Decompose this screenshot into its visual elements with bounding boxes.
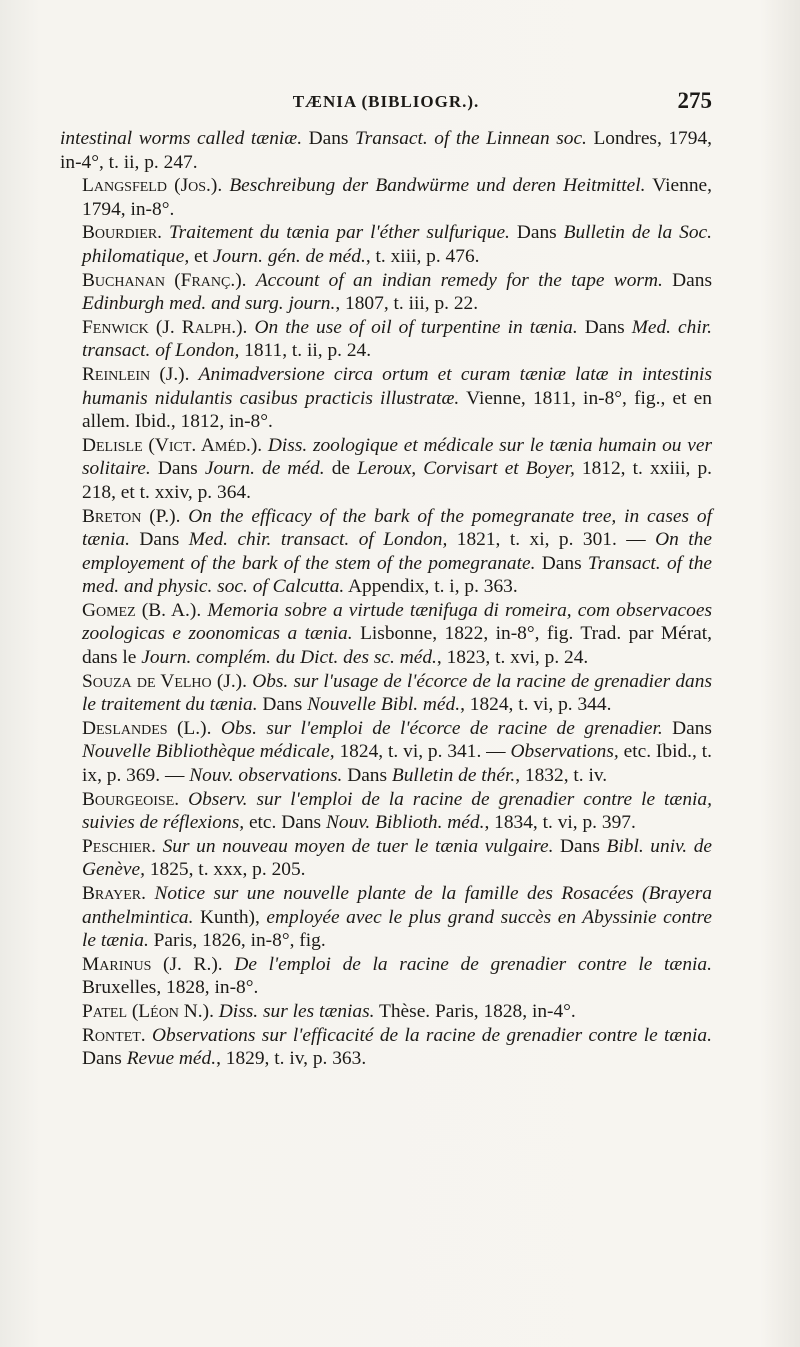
entry-text: Lisbonne, 1822, in-8°, fig. Trad. par Mérat, dans le (82, 623, 713, 669)
entry-title-text: On the employement of the bark of the stem of the pomegranate. (82, 529, 712, 574)
entry-author: Buchanan (Franç.). (82, 269, 247, 291)
running-head: TÆNIA (BIBLIOGR.). (292, 92, 480, 111)
entry-text: Dans (509, 222, 564, 244)
entry-text: , 1834, t. vi, p. 397. (484, 812, 636, 834)
entry-title-text: Journ. complém. du Dict. des sc. méd. (141, 647, 437, 669)
entry-author: Langsfeld (Jos.). (82, 175, 223, 197)
entry-text (223, 954, 235, 975)
entry-text: , t. xiii, p. 476. (365, 245, 480, 267)
entry-title-text: Leroux, Corvisart et Boyer, (357, 458, 575, 480)
entry-title-text: employée avec le plus grand succès en Abyssinie contre le tænia. (82, 906, 712, 952)
entry-title-text: Notice sur une nouvelle plante de la famille des Rosacées (Brayera anthelmintica. (82, 883, 712, 928)
entry-text: Thèse. Paris, 1828, in-4°. (374, 1000, 576, 1022)
entry-title-text: On the use of oil of turpentine in tænia. (254, 316, 578, 338)
entry-text: , 1807, t. iii, p. 22. (335, 293, 479, 315)
entry-title-text: Journ. gén. de méd. (212, 245, 366, 267)
entry-title-text: Transact. of the med. and physic. soc. of Calcutta. (82, 552, 713, 598)
entry-text: et (189, 245, 213, 267)
entry-text: Vienne, 1811, in-8°, fig., et en allem. Ibid., 1812, in-8°. (82, 387, 712, 433)
bibliography-entry (60, 788, 712, 835)
entry-text (189, 364, 198, 385)
entry-title-text: Memoria sobre a virtude tænifuga di romeira, com observacoes zoologicas e zoonomicas a tænia. (82, 599, 712, 645)
entry-text: , 1824, t. vi, p. 344. (460, 694, 612, 716)
entry-text (211, 718, 220, 739)
entry-title-text: On the efficacy of the bark of the pomegranate tree, in cases of tænia. (82, 505, 712, 551)
entry-text: Dans (302, 128, 355, 149)
page-number: 275 (677, 88, 712, 113)
entry-title-text: Nouv. observations. (189, 765, 343, 787)
entry-author: Reinlein (J.). (82, 363, 190, 385)
entry-text (179, 789, 188, 810)
entry-title-text: Obs. sur l'emploi de l'écorce de racine de grenadier. (220, 717, 663, 739)
entry-text (156, 836, 163, 857)
entry-author: Patel (Léon N.). (82, 1000, 214, 1022)
entry-title-text: Diss. zoologique et médicale sur le tænia humain ou ver solitaire. (82, 434, 712, 480)
entry-text (162, 222, 169, 243)
entry-text: 1824, t. vi, p. 341. — (334, 741, 511, 763)
entry-text: Paris, 1826, in-8°, fig. (148, 930, 326, 952)
entry-text: Dans (150, 458, 205, 480)
bibliography-entry (60, 127, 712, 174)
entry-author: Delisle (Vict. Améd.). (82, 434, 263, 456)
entry-text: , 1829, t. iv, p. 363. (216, 1048, 367, 1070)
entry-title-text: Med. chir. transact. of London, (82, 316, 712, 362)
entry-author: Rontet. (82, 1024, 146, 1046)
entry-title-text: Nouvelle Bibliothèque médicale, (82, 741, 335, 763)
entry-title-text: Bulletin de la Soc. philomatique, (82, 222, 713, 267)
entry-text: Dans (662, 717, 712, 739)
entry-text: Kunth), (193, 906, 267, 928)
entry-text: Dans (257, 694, 308, 716)
bibliography-entry (60, 363, 712, 434)
entry-text: , 1823, t. xvi, p. 24. (436, 647, 589, 669)
entry-text: 1812, t. xxiii, p. 218, et t. xxiv, p. 364. (82, 458, 712, 503)
entry-text: Dans (129, 529, 189, 551)
entry-text: 1811, t. ii, p. 24. (239, 340, 372, 362)
entry-title-text: Transact. of the Linnean soc. (355, 128, 587, 149)
entry-text: Vienne, 1794, in-8°. (82, 175, 712, 220)
bibliography-entry (60, 221, 712, 268)
bibliography-entry (60, 953, 712, 1000)
bibliography-entry (60, 505, 712, 599)
entry-text: Appendix, t. i, p. 363. (344, 576, 518, 598)
entry-title-text: Nouvelle Bibl. méd. (307, 694, 461, 716)
bibliography-entry (60, 882, 712, 953)
entry-text: de (324, 458, 358, 480)
entry-text: etc. Ibid., t. ix, p. 369. — (82, 741, 712, 787)
entry-author: Souza de Velho (J.). (82, 670, 247, 692)
entry-title-text: Bibl. univ. de Genève, (82, 835, 712, 881)
bibliography-entry (60, 1000, 712, 1024)
entry-text: 1821, t. xi, p. 301. — (447, 529, 656, 551)
entry-title-text: Diss. sur les tænias. (218, 1000, 375, 1022)
bibliography-entry (60, 174, 712, 221)
entry-text: etc. Dans (244, 812, 326, 834)
entry-text: Dans (82, 1048, 127, 1070)
entry-title-text: Sur un nouveau moyen de tuer le tænia vulgaire. (162, 835, 554, 857)
entry-title-text: Traitement du tænia par l'éther sulfurique. (168, 222, 510, 244)
entry-text: Londres, 1794, in-4°, t. ii, p. 247. (60, 128, 712, 173)
bibliography-entry (60, 835, 712, 882)
entry-title-text: De l'emploi de la racine de grenadier contre le tænia. (234, 953, 712, 975)
bibliography-entry (60, 434, 712, 505)
entry-title-text: Observations, (510, 741, 619, 763)
entry-title-text: Journ. de méd. (204, 458, 325, 480)
entry-text: Dans (342, 765, 392, 787)
entry-author: Bourdier. (82, 222, 163, 244)
entry-title-text: Bulletin de thér. (391, 765, 516, 787)
entry-title-text: Animadversione circa ortum et curam tæniæ latæ in intestinis humanis nidulantis casibus practicis illustratæ. (82, 363, 712, 409)
entry-title-text: Revue méd. (126, 1048, 217, 1070)
bibliography-entry (60, 599, 712, 670)
bibliography-entry (60, 316, 712, 363)
entry-text: Dans (553, 835, 607, 857)
entry-author: Marinus (J. R.). (82, 953, 223, 975)
entry-title-text: Med. chir. transact. of London, (188, 529, 448, 551)
entry-author: Deslandes (L.). (82, 717, 212, 739)
entry-title-text: Account of an indian remedy for the tape worm. (255, 269, 663, 291)
entry-author: Peschier. (82, 835, 156, 857)
entry-title-text: Obs. sur l'usage de l'écorce de la racine de grenadier dans le traitement du tænia. (82, 670, 712, 716)
entry-text: Bruxelles, 1828, in-8°. (82, 977, 259, 999)
entry-author: Breton (P.). (82, 505, 181, 527)
entry-title-text: intestinal worms called tæniæ. (60, 128, 303, 149)
entry-title-text: Nouv. Biblioth. méd. (325, 812, 485, 834)
entry-text: Dans (577, 316, 632, 338)
entry-author: Brayer. (82, 883, 146, 904)
page-header (60, 88, 712, 122)
entry-title-text: Edinburgh med. and surg. journ. (82, 293, 336, 315)
entry-text (247, 317, 254, 338)
bibliography-entry (60, 1024, 712, 1071)
bibliography-list (60, 127, 712, 1071)
bibliography-entry (60, 670, 712, 717)
entry-text: , 1832, t. iv. (515, 765, 608, 787)
entry-title-text: Observations sur l'efficacité de la racine de grenadier contre le tænia. (152, 1024, 712, 1046)
entry-text (247, 270, 256, 291)
bibliography-entry (60, 717, 712, 788)
entry-title-text: Observ. sur l'emploi de la racine de grenadier contre le tænia, suivies de réflexions, (82, 788, 712, 834)
entry-author: Gomez (B. A.). (82, 599, 202, 621)
entry-author: Fenwick (J. Ralph.). (82, 316, 248, 338)
entry-text: Dans (662, 269, 712, 291)
bibliography-entry (60, 269, 712, 316)
entry-text: Dans (535, 552, 588, 574)
entry-author: Bourgeoise. (82, 788, 180, 810)
entry-title-text: Beschreibung der Bandwürme und deren Heitmittel. (229, 175, 646, 197)
entry-text: 1825, t. xxx, p. 205. (144, 859, 306, 881)
